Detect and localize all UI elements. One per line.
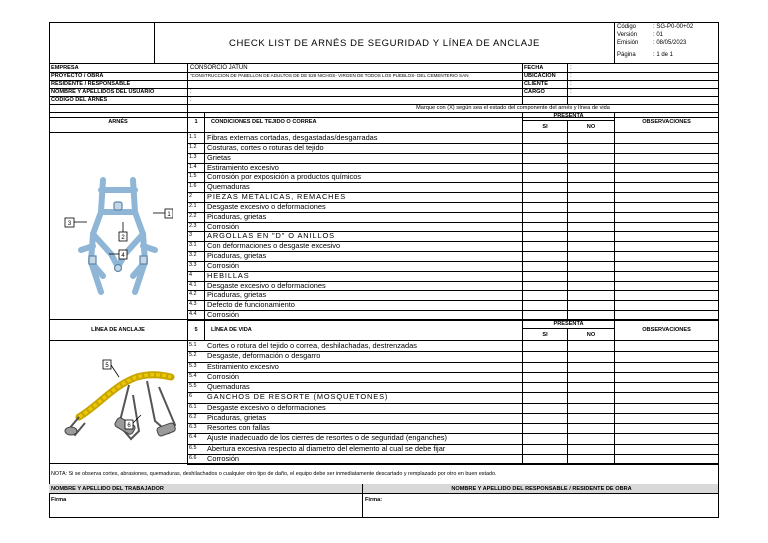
observaciones-cell[interactable] (615, 153, 718, 163)
nombre-value[interactable]: : (190, 89, 192, 95)
item-description: Picaduras, grietas (207, 412, 267, 422)
si-checkbox-cell[interactable] (523, 403, 567, 413)
observaciones-cell[interactable] (615, 341, 718, 351)
item-description: Abertura excesiva respecto al diametro del elemento al cual se debe fijar (207, 443, 446, 453)
document-meta (617, 23, 717, 63)
si-checkbox-cell[interactable] (523, 222, 567, 232)
observaciones-cell[interactable] (615, 143, 718, 153)
ubicacion-value[interactable]: : (570, 73, 572, 79)
no-checkbox-cell[interactable] (568, 192, 614, 202)
si-checkbox-cell[interactable] (523, 392, 567, 402)
no-checkbox-cell[interactable] (568, 392, 614, 402)
observaciones-cell[interactable] (615, 231, 718, 241)
item-number: 4 (189, 271, 192, 278)
proyecto-value[interactable]: "CONSTRUCCION DE PABELLON DE ADULTOS DE DE 528 NICHOS- VIRGEN DE TODOS LOS PUEBLOS- DEL CEMENTERIO SAN (190, 73, 469, 78)
empresa-value[interactable]: CONSORCIO JATUN (190, 65, 248, 71)
item-number: 4.3 (189, 301, 197, 308)
observaciones-cell[interactable] (615, 454, 718, 464)
observaciones-cell[interactable] (615, 271, 718, 281)
no-checkbox-cell[interactable] (568, 433, 614, 443)
observaciones-cell[interactable] (615, 413, 718, 423)
item-description: Corrosión (207, 221, 240, 231)
si-checkbox-cell[interactable] (523, 444, 567, 454)
observaciones-cell[interactable] (615, 182, 718, 192)
residente-value[interactable] (188, 80, 522, 88)
page-title: CHECK LIST DE ARNÉS DE SEGURIDAD Y LÍNEA DE ANCLAJE (229, 37, 540, 49)
item-number: 5.1 (189, 342, 197, 348)
observaciones-cell[interactable] (615, 163, 718, 173)
item-number: 6.4 (189, 434, 197, 441)
nombre-label: NOMBRE Y APELLIDOS DEL USUARIO (51, 89, 155, 95)
item-description: Corrosión (207, 260, 240, 270)
observaciones-cell[interactable] (615, 222, 718, 232)
item-number: 2.3 (189, 222, 197, 229)
item-number: 6.2 (189, 413, 197, 420)
footer-note: NOTA: Si se observa cortes, abrasiones, quemaduras, deshilachados o cualquier otro tipo de daño, el equipo debe ser inmediatamente descartado y remplazado por otro en buen estado. (51, 471, 497, 477)
item-number: 6.3 (189, 424, 197, 430)
item-number: 2 (189, 193, 192, 200)
cliente-label: CLIENTE (524, 81, 548, 87)
lanyard-callout-6: 6 (127, 423, 131, 429)
si-checkbox-cell[interactable] (523, 241, 567, 251)
item-description: Con deformaciones o desgaste excesivo (207, 241, 341, 251)
si-checkbox-cell[interactable] (523, 133, 567, 143)
ubicacion-label: UBICACIÓN (524, 73, 556, 79)
cargo-label: CARGO (524, 89, 545, 95)
harness-illustration (63, 172, 173, 297)
firma-responsable[interactable]: Firma: (365, 497, 383, 503)
item-group-heading: GANCHOS DE RESORTE (MOSQUETONES) (207, 392, 389, 402)
observaciones-cell[interactable] (615, 372, 718, 382)
no-checkbox-cell[interactable] (568, 382, 614, 392)
observaciones-cell[interactable] (615, 310, 718, 320)
harness-si: SI (542, 123, 548, 130)
codigo-arnes-label: CÓDIGO DEL ARNÉS (51, 97, 108, 103)
no-checkbox-cell[interactable] (568, 290, 614, 300)
lanyard-si: SI (542, 331, 548, 338)
version-label: Versión (617, 32, 638, 38)
observaciones-cell[interactable] (615, 392, 718, 402)
item-description: Cortes o rotura del tejido o correa, deshilachadas, destrenzadas (207, 341, 417, 350)
item-group-heading: PIEZAS METALICAS, REMACHES (207, 192, 347, 202)
item-number: 5.2 (189, 352, 197, 359)
si-checkbox-cell[interactable] (523, 290, 567, 300)
version-value: : 01 (653, 32, 664, 38)
item-number: 1.3 (189, 153, 197, 160)
fecha-label: FECHA (524, 65, 544, 71)
harness-col-title: CONDICIONES DEL TEJIDO O CORREA (211, 119, 317, 125)
item-description: Corrosión (207, 453, 240, 463)
item-number: 2.2 (189, 212, 197, 219)
si-checkbox-cell[interactable] (523, 261, 567, 271)
si-checkbox-cell[interactable] (523, 310, 567, 320)
no-checkbox-cell[interactable] (568, 362, 614, 372)
codigo-label: Código (617, 24, 637, 30)
observaciones-cell[interactable] (615, 261, 718, 271)
no-checkbox-cell[interactable] (568, 271, 614, 281)
item-description: Defecto de funcionamiento (207, 300, 295, 310)
si-checkbox-cell[interactable] (523, 281, 567, 291)
harness-callout-3: 3 (67, 221, 72, 227)
si-checkbox-cell[interactable] (523, 372, 567, 382)
no-checkbox-cell[interactable] (568, 212, 614, 222)
item-description: Desgaste excesivo o deformaciones (207, 201, 326, 211)
no-checkbox-cell[interactable] (568, 251, 614, 261)
no-checkbox-cell[interactable] (568, 163, 614, 173)
item-number: 6.5 (189, 444, 197, 451)
responsable-label: NOMBRE Y APELLIDO DEL RESPONSABLE / RESIDENTE DE OBRA (451, 486, 632, 492)
lanyard-col-num: 5 (194, 327, 198, 333)
item-number: 3.3 (189, 261, 197, 268)
no-checkbox-cell[interactable] (568, 341, 614, 351)
harness-callout-2: 2 (121, 235, 125, 241)
si-checkbox-cell[interactable] (523, 231, 567, 241)
observaciones-cell[interactable] (615, 362, 718, 372)
item-description: Quemaduras (207, 182, 250, 192)
item-description: Costuras, cortes o roturas del tejido (207, 142, 324, 152)
harness-col-num: 1 (194, 119, 198, 125)
item-number: 6 (189, 393, 192, 400)
si-checkbox-cell[interactable] (523, 182, 567, 192)
no-checkbox-cell[interactable] (568, 444, 614, 454)
lanyard-no: NO (586, 331, 596, 338)
fecha-value[interactable]: : (570, 65, 572, 71)
emision-value: : 08/05/2023 (653, 40, 687, 46)
no-checkbox-cell[interactable] (568, 133, 614, 143)
residente-label: RESIDENTE / RESPONSABLE (51, 81, 131, 87)
item-number: 5.4 (189, 372, 197, 379)
harness-callout-4: 4 (121, 253, 125, 259)
no-checkbox-cell[interactable] (568, 423, 614, 433)
observaciones-cell[interactable] (615, 251, 718, 261)
no-checkbox-cell[interactable] (568, 231, 614, 241)
item-description: Picaduras, grietas (207, 290, 267, 300)
observaciones-cell[interactable] (615, 444, 718, 454)
item-description: Corrosión por exposición a productos químicos (207, 172, 362, 182)
item-description: Grietas (207, 152, 231, 162)
observaciones-cell[interactable] (615, 290, 718, 300)
item-number: 6.1 (189, 403, 197, 410)
item-description: Quemaduras (207, 382, 250, 391)
si-checkbox-cell[interactable] (523, 192, 567, 202)
no-checkbox-cell[interactable] (568, 281, 614, 291)
si-checkbox-cell[interactable] (523, 251, 567, 261)
instruction-text: Marque con (X) según sea el estado del componente del arnés y línea de vida (416, 105, 610, 111)
si-checkbox-cell[interactable] (523, 413, 567, 423)
observaciones-cell[interactable] (615, 241, 718, 251)
empresa-label: EMPRESA (51, 65, 79, 71)
si-checkbox-cell[interactable] (523, 202, 567, 212)
no-checkbox-cell[interactable] (568, 172, 614, 182)
no-checkbox-cell[interactable] (568, 182, 614, 192)
si-checkbox-cell[interactable] (523, 454, 567, 464)
item-description: Corrosión (207, 310, 240, 320)
no-checkbox-cell[interactable] (568, 153, 614, 163)
observaciones-cell[interactable] (615, 382, 718, 392)
no-checkbox-cell[interactable] (568, 413, 614, 423)
item-number: 6.6 (189, 454, 197, 461)
item-description: Estiramiento excesivo (207, 361, 279, 371)
item-number: 5.3 (189, 362, 197, 369)
si-checkbox-cell[interactable] (523, 433, 567, 443)
observaciones-cell[interactable] (615, 212, 718, 222)
si-checkbox-cell[interactable] (523, 172, 567, 182)
firma-trabajador[interactable]: Firma (51, 497, 67, 503)
no-checkbox-cell[interactable] (568, 454, 614, 464)
cargo-value[interactable]: : (570, 89, 572, 95)
si-checkbox-cell[interactable] (523, 153, 567, 163)
item-group-heading: ARGOLLAS EN "D" O ANILLOS (207, 231, 335, 241)
si-checkbox-cell[interactable] (523, 362, 567, 372)
no-checkbox-cell[interactable] (568, 222, 614, 232)
codigo-arnes-value[interactable]: : (190, 97, 192, 103)
item-number: 5.5 (189, 383, 197, 389)
si-checkbox-cell[interactable] (523, 423, 567, 433)
pagina-value: : 1 de 1 (653, 52, 674, 58)
no-checkbox-cell[interactable] (568, 202, 614, 212)
item-number: 1.2 (189, 143, 197, 150)
item-description: Desgaste excesivo o deformaciones (207, 402, 326, 412)
harness-no: NO (586, 123, 596, 130)
si-checkbox-cell[interactable] (523, 351, 567, 361)
footer-line (49, 493, 719, 494)
item-description: Estiramiento excesivo (207, 162, 279, 172)
item-number: 1.4 (189, 163, 197, 170)
item-description: Picaduras, grietas (207, 251, 267, 261)
observaciones-cell[interactable] (615, 192, 718, 202)
harness-section-title: ARNÉS (108, 119, 128, 125)
no-checkbox-cell[interactable] (568, 372, 614, 382)
no-checkbox-cell[interactable] (568, 403, 614, 413)
item-number: 1.5 (189, 173, 197, 180)
lanyard-section-title: LÍNEA DE ANCLAJE (91, 327, 145, 333)
item-number: 4.1 (189, 281, 197, 288)
item-number: 3 (189, 232, 192, 239)
item-description: Picaduras, grietas (207, 211, 267, 221)
item-number: 2.1 (189, 202, 197, 209)
observaciones-cell[interactable] (615, 300, 718, 310)
no-checkbox-cell[interactable] (568, 351, 614, 361)
observaciones-cell[interactable] (615, 172, 718, 182)
item-number: 4.2 (189, 291, 197, 298)
item-description: Resortes con fallas (207, 423, 270, 432)
no-checkbox-cell[interactable] (568, 143, 614, 153)
si-checkbox-cell[interactable] (523, 271, 567, 281)
si-checkbox-cell[interactable] (523, 300, 567, 310)
cliente-value[interactable]: : (570, 81, 572, 87)
trabajador-label: NOMBRE Y APELLIDO DEL TRABAJADOR (51, 486, 164, 492)
observaciones-cell[interactable] (615, 351, 718, 361)
item-description: Desgaste, deformación o desgarro (207, 351, 321, 361)
item-description: Corrosión (207, 371, 240, 381)
pagina-label: Página (617, 52, 636, 58)
item-number: 1.1 (189, 134, 197, 140)
no-checkbox-cell[interactable] (568, 300, 614, 310)
emision-label: Emisión (617, 40, 639, 46)
no-checkbox-cell[interactable] (568, 241, 614, 251)
no-checkbox-cell[interactable] (568, 310, 614, 320)
item-group-heading: HEBILLAS (207, 270, 250, 280)
proyecto-label: PROYECTO / OBRA (51, 73, 104, 79)
observaciones-cell[interactable] (615, 423, 718, 433)
observaciones-cell[interactable] (615, 133, 718, 143)
observaciones-cell[interactable] (615, 202, 718, 212)
observaciones-cell[interactable] (615, 403, 718, 413)
si-checkbox-cell[interactable] (523, 143, 567, 153)
item-description: Ajuste inadecuado de los cierres de resortes o de seguridad (enganches) (207, 433, 447, 443)
item-number: 3.1 (189, 242, 197, 249)
item-description: Desgaste excesivo o deformaciones (207, 280, 326, 290)
lanyard-observaciones: OBSERVACIONES (642, 327, 691, 333)
codigo-value: : SG-P0-00+02 (653, 24, 694, 30)
si-checkbox-cell[interactable] (523, 163, 567, 173)
checklist-sheet (49, 22, 719, 518)
observaciones-cell[interactable] (615, 281, 718, 291)
harness-observaciones: OBSERVACIONES (642, 119, 691, 125)
lanyard-presenta: PRESENTA (553, 321, 584, 327)
lanyard-col-title: LÍNEA DE VIDA (211, 327, 252, 333)
harness-callout-1: 1 (167, 212, 171, 218)
lanyard-callout-5: 5 (105, 363, 109, 369)
item-description: Fibras externas cortadas, desgastadas/desgarradas (207, 133, 378, 142)
harness-presenta: PRESENTA (553, 113, 584, 119)
lanyard-illustration (59, 355, 184, 455)
si-checkbox-cell[interactable] (523, 382, 567, 392)
no-checkbox-cell[interactable] (568, 261, 614, 271)
observaciones-cell[interactable] (615, 433, 718, 443)
header-divider-right (614, 22, 615, 64)
item-number: 3.2 (189, 252, 197, 259)
item-number: 4.4 (189, 311, 197, 318)
item-number: 1.6 (189, 183, 197, 190)
si-checkbox-cell[interactable] (523, 212, 567, 222)
si-checkbox-cell[interactable] (523, 341, 567, 351)
